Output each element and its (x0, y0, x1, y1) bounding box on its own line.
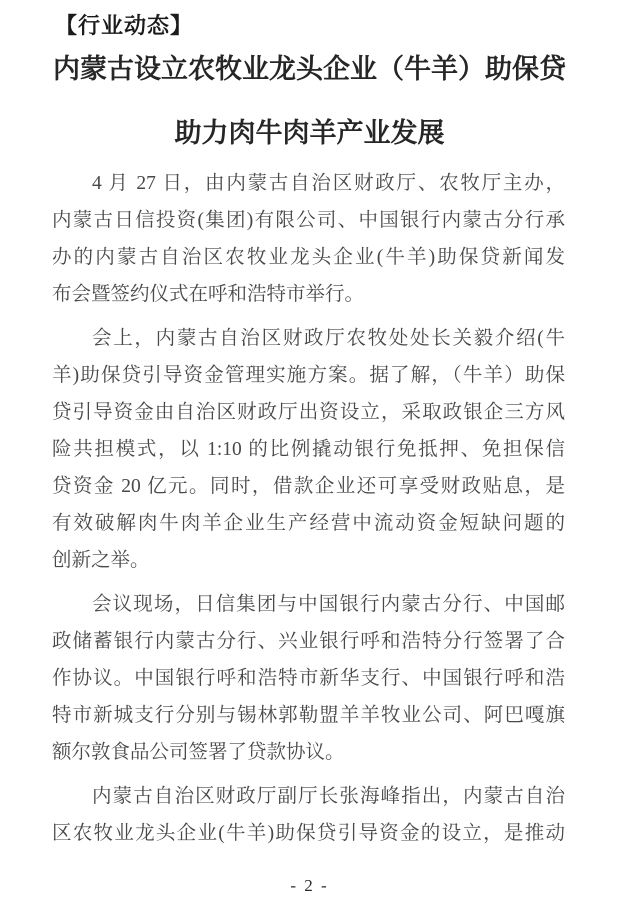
text-line: 内蒙古日信投资(集团)有限公司、中国银行内蒙古分行承 (52, 210, 565, 231)
paragraph (52, 586, 565, 771)
text-line: 贷引导资金由自治区财政厅出资设立，采取政银企三方风 (52, 402, 565, 423)
text-line: 贷资金 20 亿元。同时，借款企业还可享受财政贴息，是 (52, 476, 565, 497)
text-line: 险共担模式，以 1:10 的比例撬动银行免抵押、免担保信 (52, 439, 565, 460)
text-line: 办的内蒙古自治区农牧业龙头企业(牛羊)助保贷新闻发 (52, 247, 565, 268)
text-line: 4 月 27 日，由内蒙古自治区财政厅、农牧厅主办， (92, 173, 565, 194)
text-line: 特市新城支行分别与锡林郭勒盟羊羊牧业公司、阿巴嘎旗 (52, 705, 565, 726)
document-body (52, 165, 565, 852)
text-line: 区农牧业龙头企业(牛羊)助保贷引导资金的设立，是推动 (52, 823, 565, 844)
paragraph (52, 165, 565, 313)
text-line: 羊)助保贷引导资金管理实施方案。据了解，（牛羊）助保 (52, 365, 565, 386)
text-line: 政储蓄银行内蒙古分行、兴业银行呼和浩特分行签署了合 (52, 631, 565, 652)
paragraph (52, 778, 565, 852)
text-line: 内蒙古自治区财政厅副厅长张海峰指出，内蒙古自治 (92, 786, 565, 807)
document-title-line1: 内蒙古设立农牧业龙头企业（牛羊）助保贷 (53, 54, 566, 84)
text-line: 会议现场，日信集团与中国银行内蒙古分行、中国邮 (92, 594, 565, 615)
paragraph (52, 320, 565, 579)
text-line: 有效破解肉牛肉羊企业生产经营中流动资金短缺问题的 (52, 513, 565, 534)
page-number: - 2 - (290, 876, 329, 895)
text-line: 额尔敦食品公司签署了贷款协议。 (52, 742, 345, 763)
text-line: 作协议。中国银行呼和浩特市新华支行、中国银行呼和浩 (52, 668, 565, 689)
section-header: 【行业动态】 (55, 13, 194, 38)
document-title-line2: 助力肉牛肉羊产业发展 (174, 118, 445, 148)
text-line: 会上，内蒙古自治区财政厅农牧处处长关毅介绍(牛 (92, 328, 565, 349)
text-line: 创新之举。 (52, 550, 150, 571)
text-line: 布会暨签约仪式在呼和浩特市举行。 (52, 284, 365, 305)
